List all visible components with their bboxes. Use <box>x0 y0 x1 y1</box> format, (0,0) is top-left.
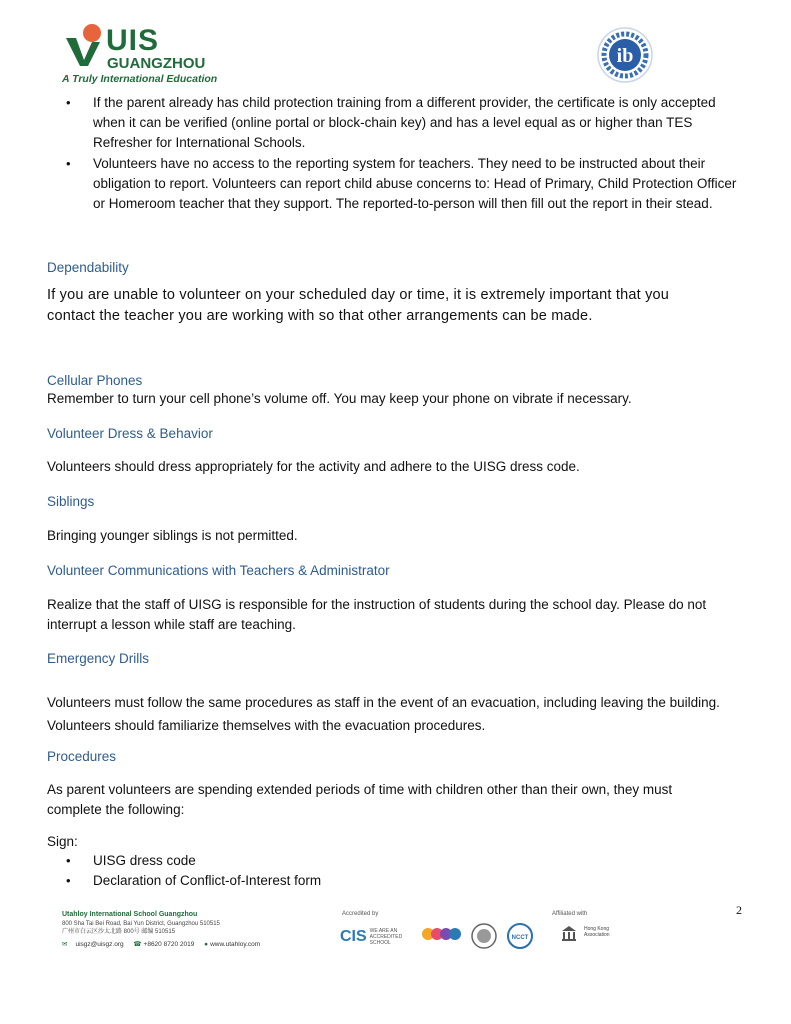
school-logo-sub: GUANGZHOU <box>107 55 206 72</box>
footer-website[interactable]: www.utahloy.com <box>210 941 261 948</box>
dress-text: Volunteers should dress appropriately for the activity and adhere to the UISG dress code. <box>47 459 580 474</box>
section-heading-drills: Emergency Drills <box>47 651 150 666</box>
ib-logo-text: ib <box>616 45 634 67</box>
procedures-text: As parent volunteers are spending extended periods of time with children other than their own, they must complete the following: <box>47 782 673 817</box>
comms-text: Realize that the staff of UISG is responsible for the instruction of students during the school day. Please do not interrupt a lesson while staff are teaching. <box>47 597 707 632</box>
list-item: • If the parent already has child protection training from a different provider, the certificate is only accepted when it can be verified (online portal or block-chain key) and has a level equal as or higher than TES Refresher for International Schools. <box>47 93 737 153</box>
section-heading-dependability: Dependability <box>47 260 129 275</box>
accreditation-seal-icon <box>470 922 498 950</box>
footer-address-en: 800 Sha Tai Bei Road, Bai Yun District, Guangzhou 510515 <box>62 921 220 927</box>
school-logo-tagline: A Truly International Education <box>62 73 218 85</box>
cis-logo-text: CIS <box>340 928 367 945</box>
section-heading-phones: Cellular Phones <box>47 373 143 388</box>
section-heading-procedures: Procedures <box>47 749 117 764</box>
phones-text: Remember to turn your cell phone’s volume off. You may keep your phone on vibrate if necessary. <box>47 391 632 406</box>
mail-icon: ✉ <box>62 941 68 948</box>
school-logo-name: UIS <box>106 24 160 57</box>
list-item: • Declaration of Conflict-of-Interest form <box>47 871 547 891</box>
section-heading-siblings: Siblings <box>47 494 95 509</box>
footer-email[interactable]: uisgz@uisgz.org <box>75 941 124 948</box>
page-number: 2 <box>736 903 742 917</box>
list-item: • UISG dress code <box>47 851 547 871</box>
accreditation-colored-circles-icon <box>420 924 464 948</box>
footer-address-cn: 广州市白云区沙太北路 800号 邮编 510515 <box>62 929 176 935</box>
dependability-text: If you are unable to volunteer on your scheduled day or time, it is extremely important that you contact the teacher you are working with so that other arrangements can be made. <box>47 287 670 324</box>
phone-icon: ☎ <box>133 941 142 948</box>
hk-association-label: Hong Kong Association <box>584 926 610 938</box>
footer-phone: +8620 8720 2019 <box>143 941 195 948</box>
siblings-text: Bringing younger siblings is not permitted. <box>47 528 298 543</box>
procedures-list-container <box>47 851 547 891</box>
accredited-label: Accredited by <box>342 911 379 917</box>
unesco-icon <box>560 924 578 942</box>
ncct-logo-text: NCCT <box>511 935 529 941</box>
section-heading-dress: Volunteer Dress & Behavior <box>47 426 213 441</box>
globe-icon: ● <box>204 941 209 948</box>
cis-logo <box>340 925 404 949</box>
footer-address <box>62 920 220 936</box>
top-bullet-list <box>47 93 737 214</box>
top-bullet-list-container <box>47 93 737 214</box>
drills-text: Volunteers must follow the same procedures as staff in the event of an evacuation, including leaving the building. Volunteers should familiarize themselves with the evacuation procedures. <box>47 695 720 733</box>
ib-logo-icon <box>592 26 658 84</box>
uis-logo-mark-icon <box>62 22 106 66</box>
sign-label: Sign: <box>47 834 78 849</box>
procedures-list <box>47 851 547 891</box>
footer-contact <box>62 940 268 948</box>
cis-logo-sub: WE ARE AN ACCREDITED SCHOOL <box>369 928 403 946</box>
list-item: • Volunteers have no access to the reporting system for teachers. They need to be instructed about their obligation to report. Volunteers can report child abuse concerns to: Head of Primary, Child Protection Officer or Homeroom teacher that they support. The reported-to-person will then fill out the report in their stead. <box>47 154 737 214</box>
section-heading-comms: Volunteer Communications with Teachers & Administrator <box>47 563 390 578</box>
ncct-logo-icon <box>506 922 534 950</box>
affiliated-label: Affiliated with <box>552 911 588 917</box>
footer-school-name: Utahloy International School Guangzhou <box>62 911 198 918</box>
